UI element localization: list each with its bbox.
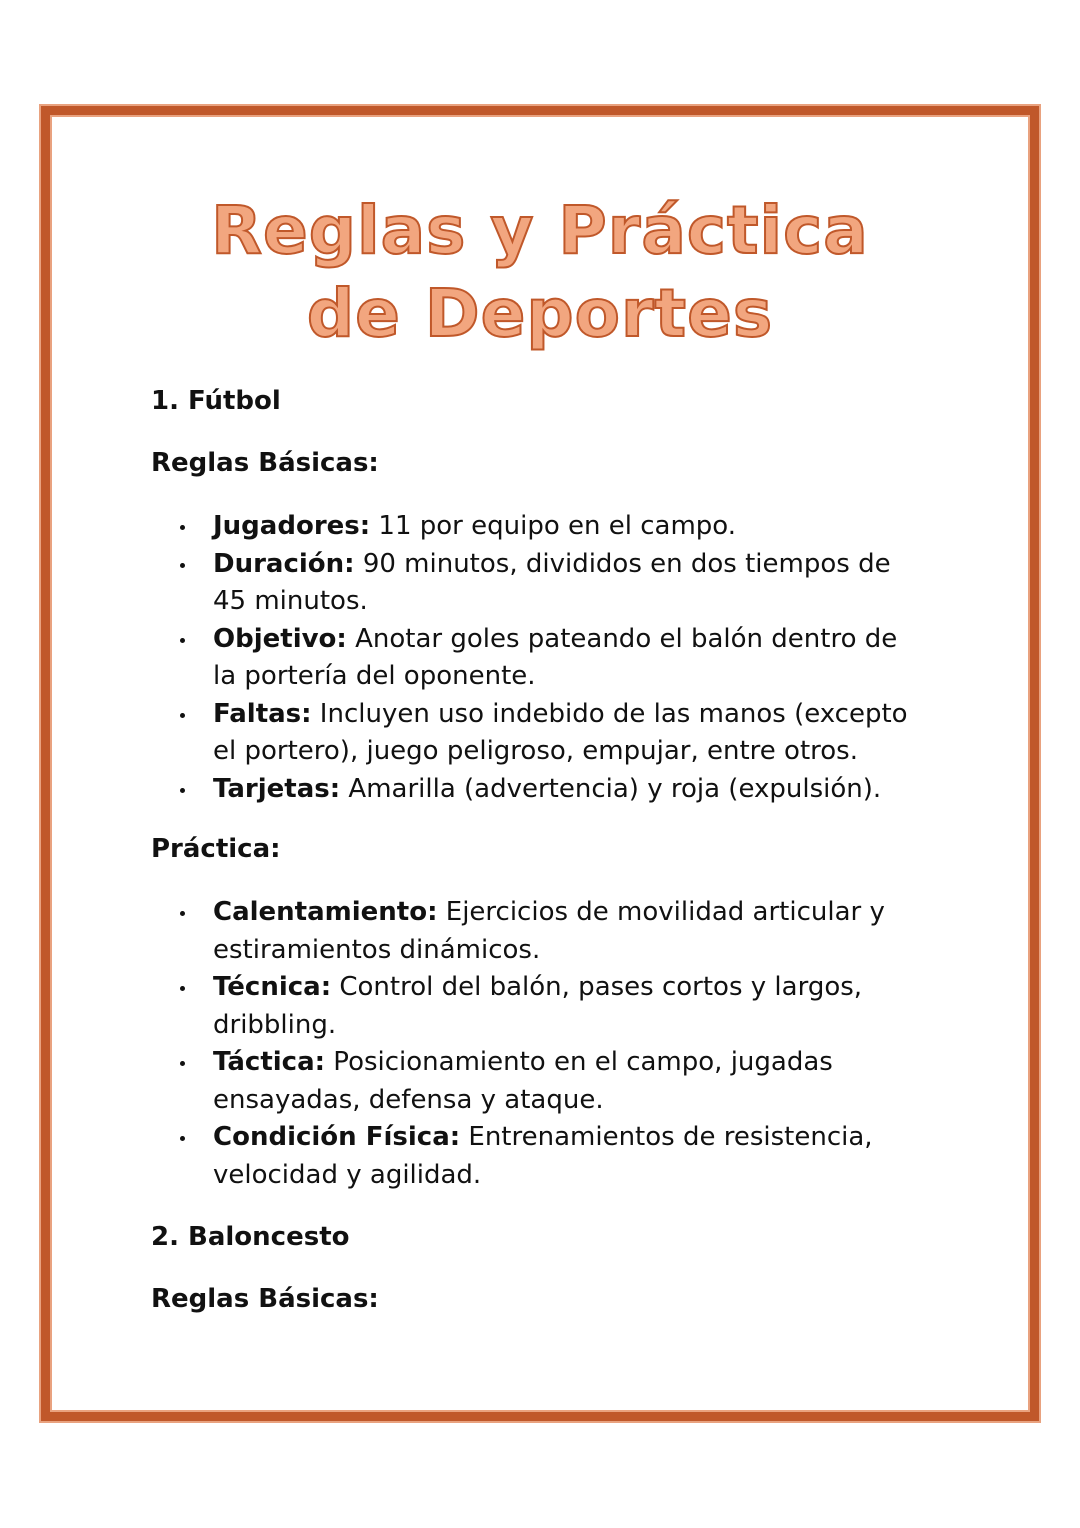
- item-label: Jugadores:: [213, 511, 371, 541]
- item-text: Anotar goles pateando el balón dentro de la portería del oponente.: [213, 623, 898, 691]
- list-item: [213, 696, 921, 771]
- list-item: [213, 1119, 921, 1194]
- item-text: Control del balón, pases cortos y largos, dribbling.: [213, 972, 863, 1040]
- list-item: [213, 621, 921, 696]
- item-label: Técnica:: [213, 972, 332, 1002]
- bullet-icon: [180, 713, 185, 718]
- item-text: Incluyen uso indebido de las manos (excepto el portero), juego peligroso, empujar, entre otros.: [213, 698, 908, 766]
- bullet-icon: [180, 911, 185, 916]
- bullet-icon: [180, 638, 185, 643]
- rules-heading-baloncesto: Reglas Básicas:: [151, 1284, 379, 1314]
- practice-heading-futbol: Práctica:: [151, 834, 281, 864]
- item-text: 11 por equipo en el campo.: [370, 511, 737, 541]
- item-text: Ejercicios de movilidad articular y estiramientos dinámicos.: [213, 897, 885, 965]
- rules-list-futbol: [151, 508, 921, 808]
- page-title-line-2: de Deportes: [306, 275, 774, 352]
- bullet-icon: [180, 986, 185, 991]
- item-label: Faltas:: [213, 698, 312, 729]
- bullet-icon: [180, 1061, 185, 1066]
- bullet-icon: [180, 1136, 185, 1141]
- list-item: [213, 894, 921, 969]
- rules-heading-futbol: Reglas Básicas:: [151, 448, 379, 478]
- list-item: [213, 1044, 921, 1119]
- item-label: Duración:: [213, 548, 355, 579]
- item-label: Objetivo:: [213, 623, 347, 654]
- section-heading-baloncesto: 2. Baloncesto: [151, 1222, 350, 1252]
- document-content: [151, 380, 921, 1320]
- bullet-icon: [180, 563, 185, 568]
- bullet-icon: [180, 788, 185, 793]
- page-title-line-1: Reglas y Práctica: [211, 192, 869, 269]
- item-label: Condición Física:: [213, 1122, 461, 1152]
- item-text: Amarilla (advertencia) y roja (expulsión).: [340, 773, 882, 804]
- item-label: Táctica:: [213, 1047, 326, 1077]
- item-text: 90 minutos, divididos en dos tiempos de 45 minutos.: [213, 548, 891, 616]
- item-label: Calentamiento:: [213, 897, 438, 927]
- list-item: [213, 546, 921, 621]
- list-item: [213, 969, 921, 1044]
- item-label: Tarjetas:: [213, 773, 341, 804]
- item-text: Entrenamientos de resistencia, velocidad y agilidad.: [213, 1122, 873, 1190]
- practice-list-futbol: [151, 894, 921, 1194]
- bullet-icon: [180, 525, 185, 530]
- list-item: [213, 771, 921, 809]
- section-heading-futbol: 1. Fútbol: [151, 386, 281, 416]
- item-text: Posicionamiento en el campo, jugadas ensayadas, defensa y ataque.: [213, 1047, 833, 1115]
- list-item: [213, 508, 921, 546]
